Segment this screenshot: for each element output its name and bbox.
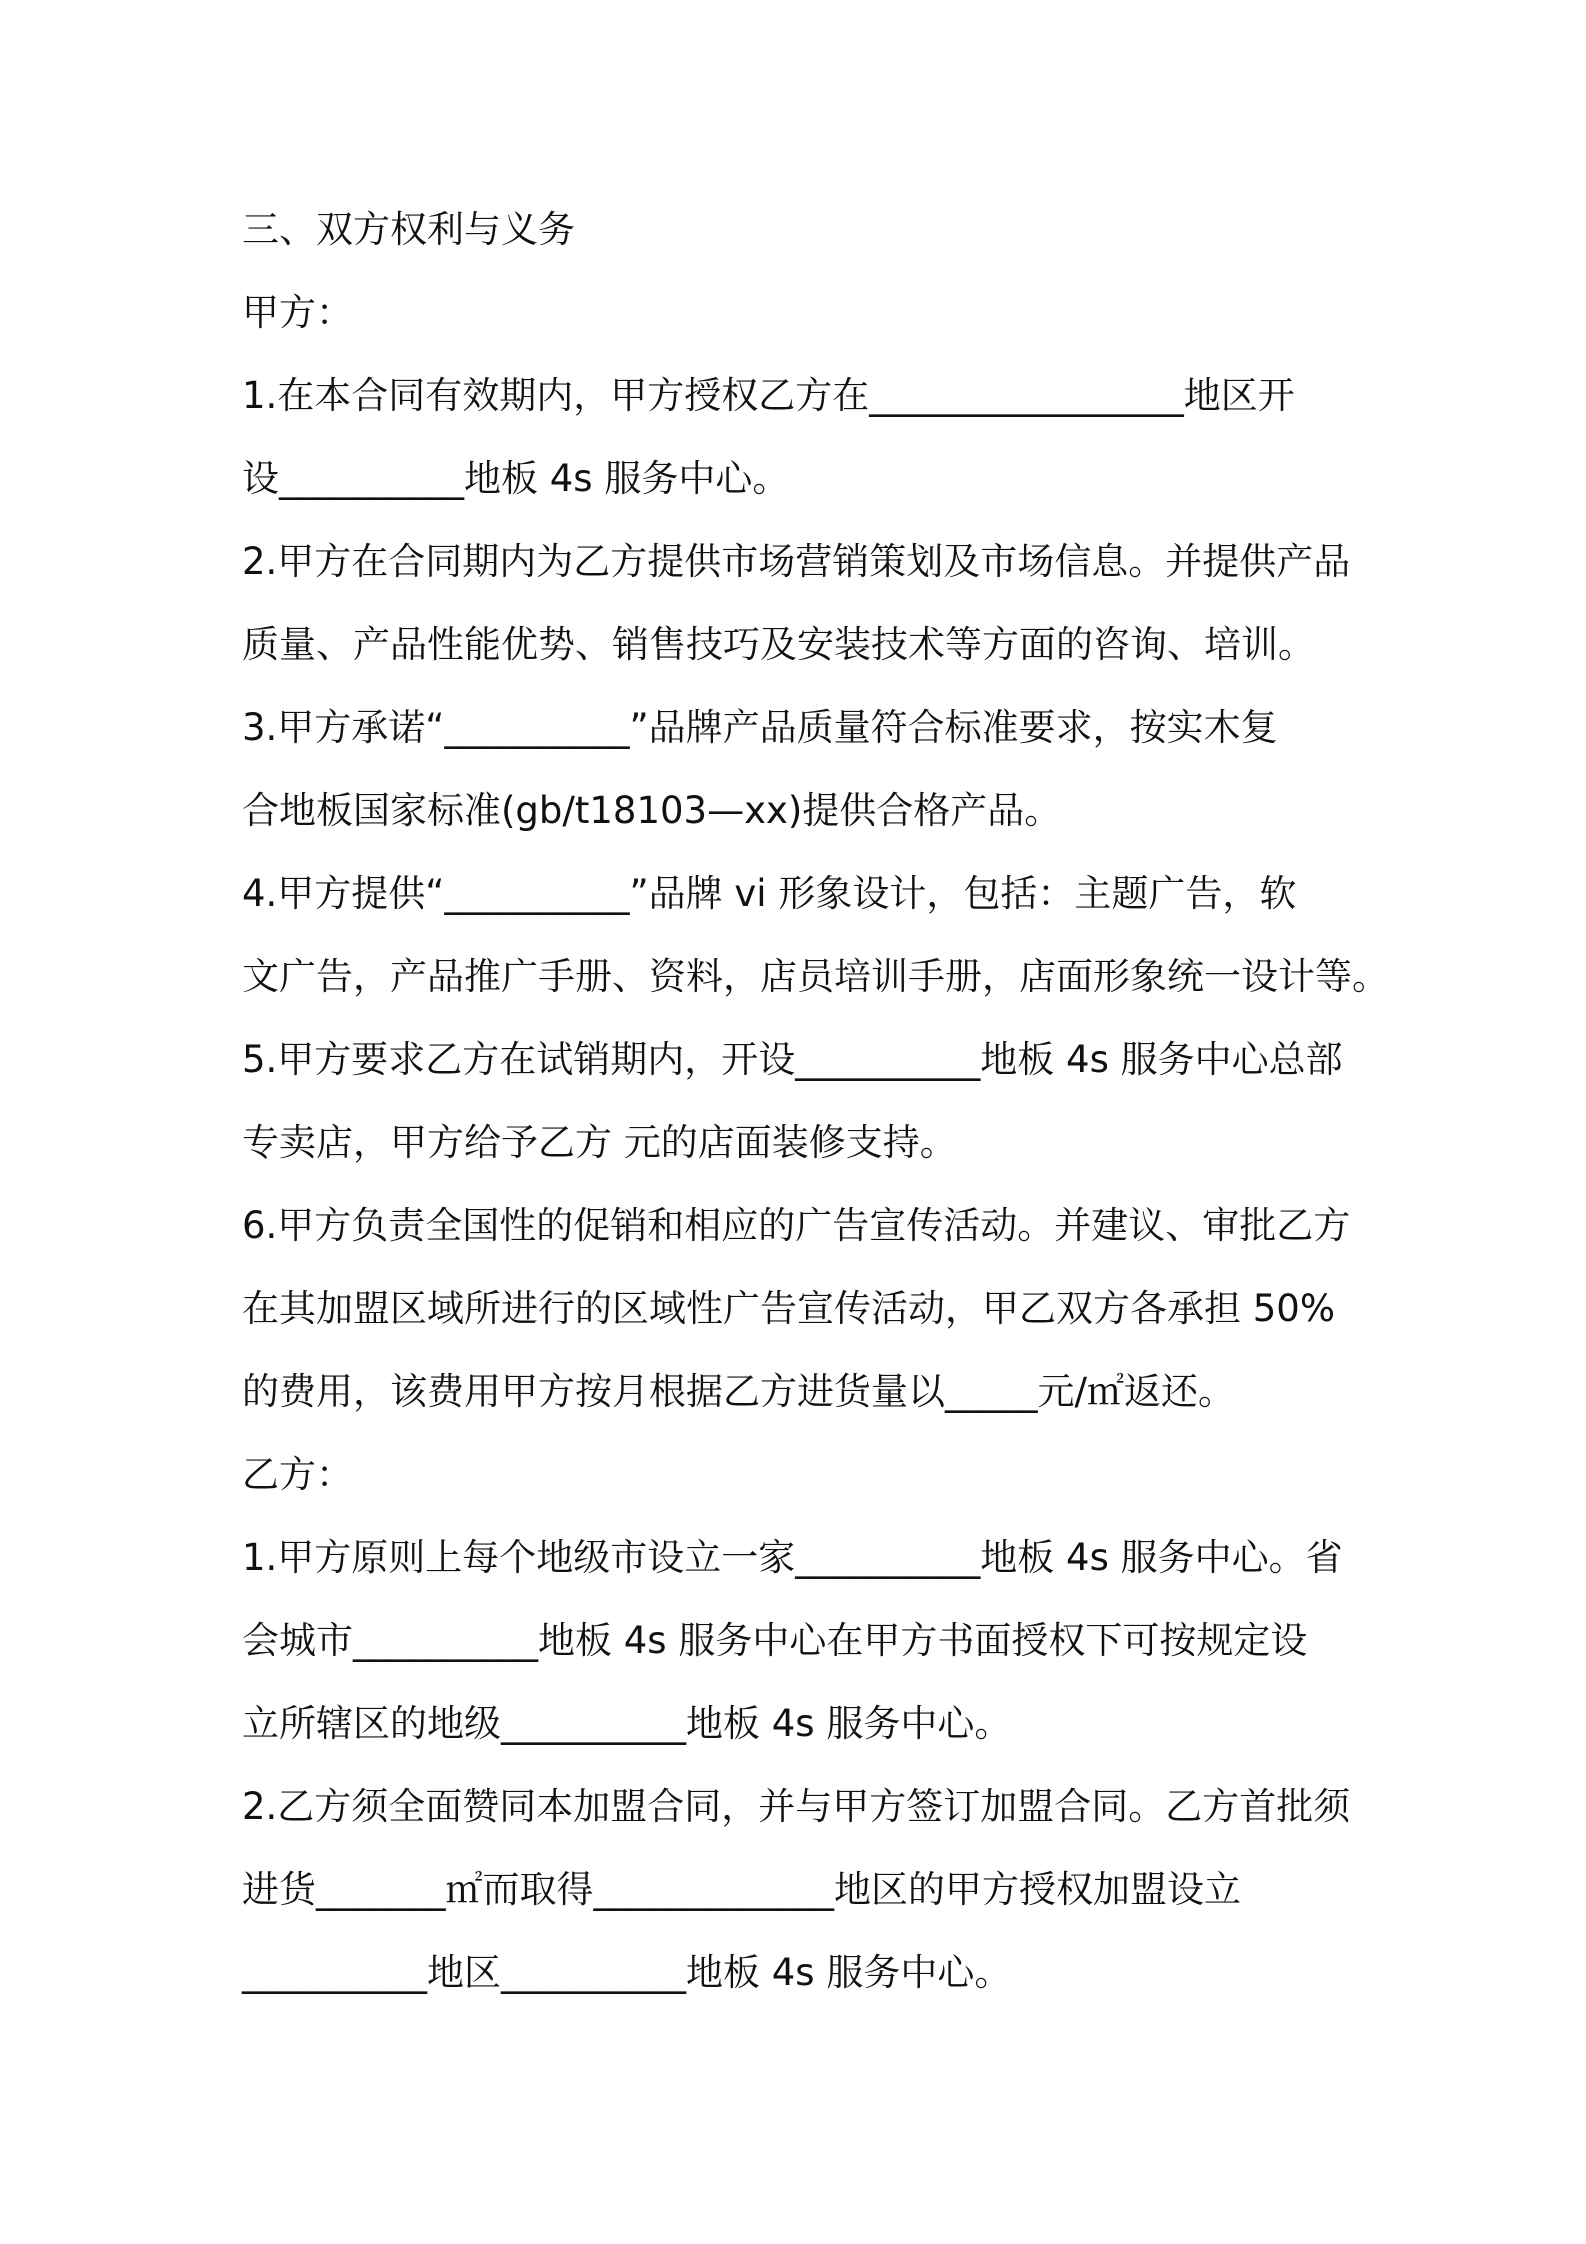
party-a-clause-4-line-2: 文广告，产品推广手册、资料，店员培训手册，店面形象统一设计等。: [242, 955, 1389, 998]
party-a-clause-1-line-1: 1.在本合同有效期内，甲方授权乙方在_________________地区开: [242, 374, 1295, 417]
party-b-clause-2-line-3: __________地区__________地板 4s 服务中心。: [242, 1951, 1012, 1994]
party-a-clause-3-line-2: 合地板国家标准(gb/t18103—xx)提供合格产品。: [242, 789, 1062, 832]
party-b-clause-2-line-2: 进货_______㎡而取得_____________地区的甲方授权加盟设立: [242, 1868, 1241, 1911]
party-b-clause-1-line-3: 立所辖区的地级__________地板 4s 服务中心。: [242, 1702, 1012, 1745]
party-a-clause-5-line-2: 专卖店，甲方给予乙方 元的店面装修支持。: [242, 1121, 957, 1164]
party-a-clause-3-line-1: 3.甲方承诺“__________”品牌产品质量符合标准要求，按实木复: [242, 706, 1278, 749]
party-a-clause-6-line-3: 的费用，该费用甲方按月根据乙方进货量以_____元/㎡返还。: [242, 1370, 1235, 1413]
party-a-heading: 甲方：: [242, 291, 353, 334]
party-a-clause-2-line-2: 质量、产品性能优势、销售技巧及安装技术等方面的咨询、培训。: [242, 623, 1315, 666]
section-heading: 三、双方权利与义务: [242, 208, 575, 251]
party-b-clause-1-line-1: 1.甲方原则上每个地级市设立一家__________地板 4s 服务中心。省: [242, 1536, 1343, 1579]
party-a-clause-2-line-1: 2.甲方在合同期内为乙方提供市场营销策划及市场信息。并提供产品: [242, 540, 1351, 583]
party-a-clause-1-line-2: 设__________地板 4s 服务中心。: [242, 457, 790, 500]
party-b-heading: 乙方：: [242, 1453, 353, 1496]
party-a-clause-6-line-1: 6.甲方负责全国性的促销和相应的广告宣传活动。并建议、审批乙方: [242, 1204, 1351, 1247]
party-a-clause-4-line-1: 4.甲方提供“__________”品牌 vi 形象设计，包括：主题广告，软: [242, 872, 1297, 915]
party-a-clause-5-line-1: 5.甲方要求乙方在试销期内，开设__________地板 4s 服务中心总部: [242, 1038, 1343, 1081]
party-b-clause-1-line-2: 会城市__________地板 4s 服务中心在甲方书面授权下可按规定设: [242, 1619, 1308, 1662]
party-a-clause-6-line-2: 在其加盟区域所进行的区域性广告宣传活动，甲乙双方各承担 50%: [242, 1287, 1335, 1330]
party-b-clause-2-line-1: 2.乙方须全面赞同本加盟合同，并与甲方签订加盟合同。乙方首批须: [242, 1785, 1351, 1828]
